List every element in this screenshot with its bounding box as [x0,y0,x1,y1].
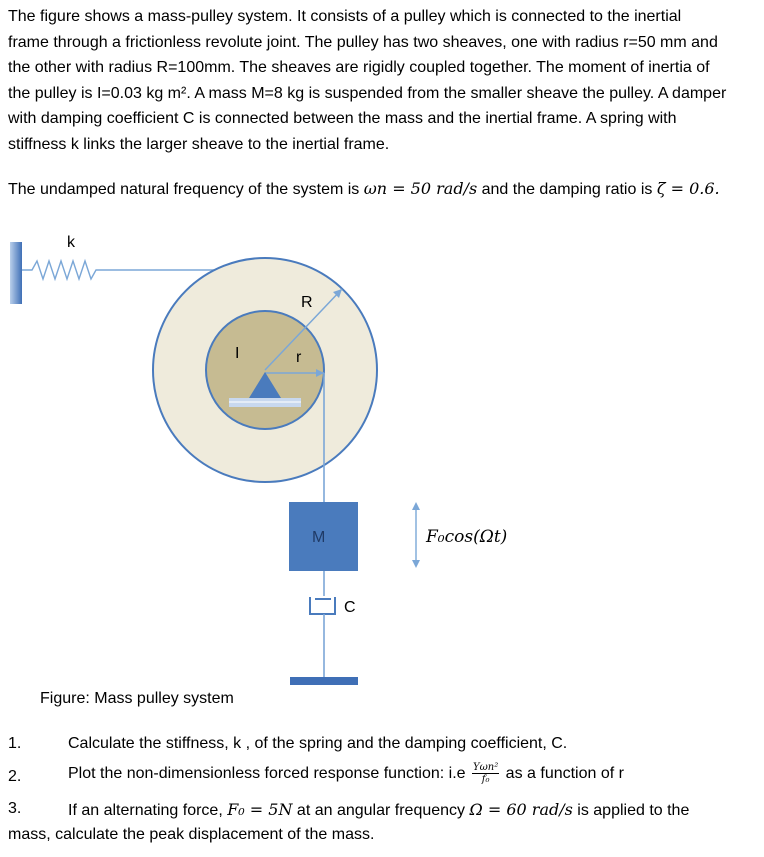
question-3 [68,800,689,820]
mass-pulley-figure [0,222,764,692]
outer-radius-label: R [301,294,313,311]
response-fraction [472,762,499,785]
question-number: 1. [8,735,22,752]
question-number: 3. [8,800,22,817]
intro-line: the other with radius R=100mm. The sheaves are rigidly coupled together. The moment of inertia of [8,59,710,77]
intro-paragraph [8,4,758,158]
wall-anchor [10,242,22,304]
zeta-expression: ζ = 0.6. [656,179,720,198]
question-3-after: is applied to the [572,802,690,819]
force-arrowhead-down [412,560,420,568]
question-number: 2. [8,768,22,785]
given-line [8,176,758,203]
fraction-denominator: f₀ [481,774,490,786]
inner-radius-label: r [296,349,302,366]
ground [290,677,358,685]
given-middle: and the damping ratio is [477,181,657,198]
spring-label: k [67,234,75,251]
f0-expression: F₀ = 5N [227,800,293,819]
question-3-line2: mass, calculate the peak displacement of the mass. [8,826,375,843]
force-label: F₀cos(Ωt) [426,527,508,547]
question-1: Calculate the stiffness, k , of the spring and the damping coefficient, C. [68,735,568,752]
question-3-mid: at an angular frequency [292,802,470,819]
intro-line: the pulley is I=0.03 kg m². A mass M=8 kg is suspended from the smaller sheave the pulley. A damper [8,84,727,102]
question-3-before: If an alternating force, [68,802,228,819]
force-arrowhead-up [412,502,420,510]
omega-force-expression: Ω = 60 rad/s [469,800,573,819]
mass-label: M [312,529,326,546]
question-2-before: Plot the non-dimensionless forced response function: i.e [68,765,471,782]
spring [22,261,110,279]
figure-caption: Figure: Mass pulley system [40,690,234,707]
intro-line: The figure shows a mass-pulley system. It consists of a pulley which is connected to the inertial [8,8,682,25]
given-prefix: The undamped natural frequency of the system is [8,181,364,198]
inertia-label: I [235,345,240,362]
omega-expression: ωn = 50 rad/s [363,179,478,198]
question-2-after: as a function of r [501,765,624,782]
intro-line: frame through a frictionless revolute joint. The pulley has two sheaves, one with radius r=50 mm and [8,33,718,51]
intro-line: with damping coefficient C is connected between the mass and the inertial frame. A spring with [8,110,677,128]
damper-label: C [344,599,356,616]
fraction-numerator: Yωn² [473,762,499,774]
intro-line: stiffness k links the larger sheave to the inertial frame. [8,135,390,153]
question-2 [68,760,624,788]
